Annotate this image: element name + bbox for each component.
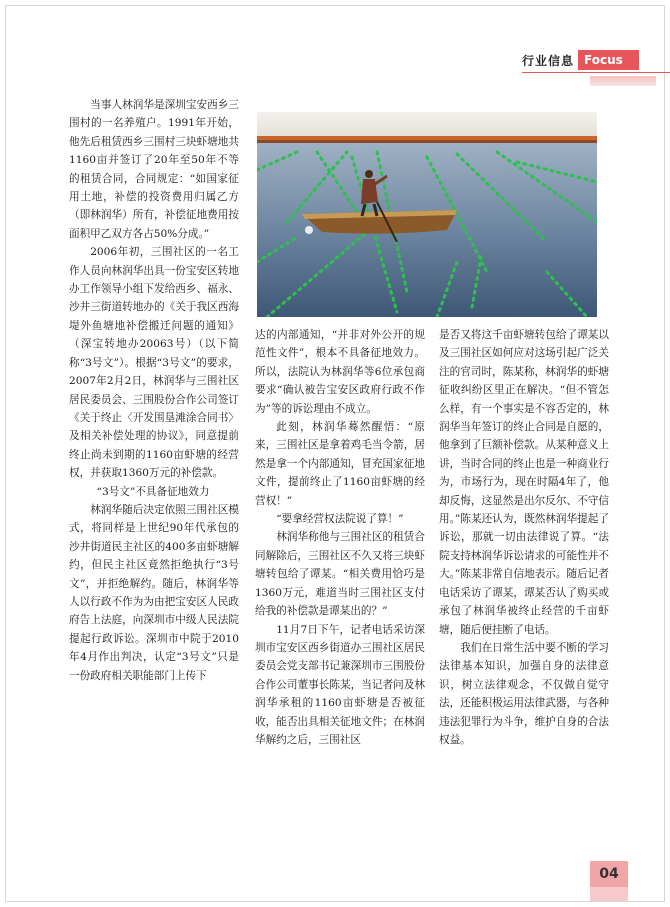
paragraph: 达的内部通知，“并非对外公开的规范性文件”，根本不具备征地效力。所以，法院认为林润华等6位承包商要求“确认被告宝安区政府行政不作为”等的诉讼理由不成立。 — [255, 329, 425, 415]
paragraph: 11月7日下午，记者电话采访深圳市宝安区西乡街道办三围社区居民委员会党支部书记兼深圳市三围股份合作公司董事长陈某，当记者问及林润华承租的1160亩虾塘是否被征收，能否出具相关征地文件；在林润华解约之后，三围社区 — [255, 623, 425, 746]
article-column-1 — [69, 96, 239, 685]
paragraph: 2006年初，三围社区的一名工作人员向林润华出具一份宝安区转地办工作领导小组下发给西乡、福永、沙井三街道转地办的《关于我区西海堤外鱼塘地补偿搬迁问题的通知》（深宝转地办20063号）（以下简称“3号文”）。根据“3号文”的要求，2007年2月2日，林润华与三围社区居民委员会、三围股份合作公司签订《关于终止〈开发围垦滩涂合同书〉及相关补偿处理的协议》，同意提前终止尚未到期的1160亩虾塘的经营权，并获取1360万元的补偿款。 — [69, 246, 239, 480]
paragraph: 林润华称他与三围社区的租赁合同解除后，三围社区不久又将三块虾塘转包给了谭某。“相关费用恰巧是1360万元，难道当时三围社区支付给我的补偿款是谭某出的？” — [255, 531, 425, 618]
paragraph: 林润华随后决定依照三围社区模式，将同样是上世纪90年代承包的沙井街道民主社区的400多亩虾塘解约，但民主社区竟然拒绝执行“3号文”，并拒绝解约。随后，林润华等人以行政不作为为由把宝安区人民政府告上法庭，向深圳市中级人民法院提起行政诉讼。深圳市中院于2010年4月作出判决，认定“3号文”只是一份政府相关职能部门上传下 — [69, 503, 239, 682]
paragraph: “要拿经营权法院说了算！” — [276, 513, 404, 526]
page-number: 04 — [590, 861, 628, 887]
article-column-2 — [255, 326, 425, 749]
subheading: “3号文”不具备征地效力 — [96, 485, 210, 498]
article-photo — [257, 112, 597, 317]
paragraph: 我们在日常生活中要不断的学习法律基本知识，加强自身的法律意识，树立法律观念，不仅做自觉守法，还能积极运用法律武器，与各种违法犯罪行为斗争，维护自身的合法权益。 — [439, 641, 609, 746]
paragraph: 当事人林润华是深圳宝安西乡三围村的一名养殖户。1991年开始，他先后租赁西乡三围村三块虾塘地共1160亩并签订了20年至50年不等的租赁合同，合同规定：“如国家征用土地，补偿的投资费用归属乙方（即林润华）所有，补偿征地费用按面积甲乙双方各占50%分成。” — [69, 99, 239, 240]
paragraph: 此刻，林润华蓦然醒悟：“原来，三围社区是拿着鸡毛当令箭，居然是拿一个内部通知，冒充国家征地文件，提前终止了1160亩虾塘的经营权！” — [255, 421, 425, 507]
section-label: 行业信息 — [522, 53, 575, 68]
focus-badge: Focus — [578, 50, 639, 70]
article-column-3 — [439, 326, 609, 749]
page-number-strip — [590, 887, 628, 901]
header-divider — [522, 72, 670, 73]
decorative-side-bar — [590, 76, 656, 86]
paragraph: 是否又将这千亩虾塘转包给了谭某以及三围社区如何应对这场引起广泛关注的官司时，陈某称，林润华的虾塘征收纠纷区里正在解决。“但不管怎么样，有一个事实是不容否定的，林润华当年签订的终止合同是自愿的，他拿到了巨额补偿款。从某种意义上讲，当时合同的终止也是一种商业行为，市场行为，现在时隔4年了，他却反悔，这显然是出尔反尔、不守信用。”陈某还认为，既然林润华提起了诉讼，那就一切由法律说了算。“法院支持林润华诉讼请求的可能性并不大。”陈某非常自信地表示。随后记者电话采访了谭某，谭某否认了购买或承包了林润华被终止经营的千亩虾塘，随后便挂断了电话。 — [439, 329, 609, 636]
section-header — [522, 49, 639, 71]
